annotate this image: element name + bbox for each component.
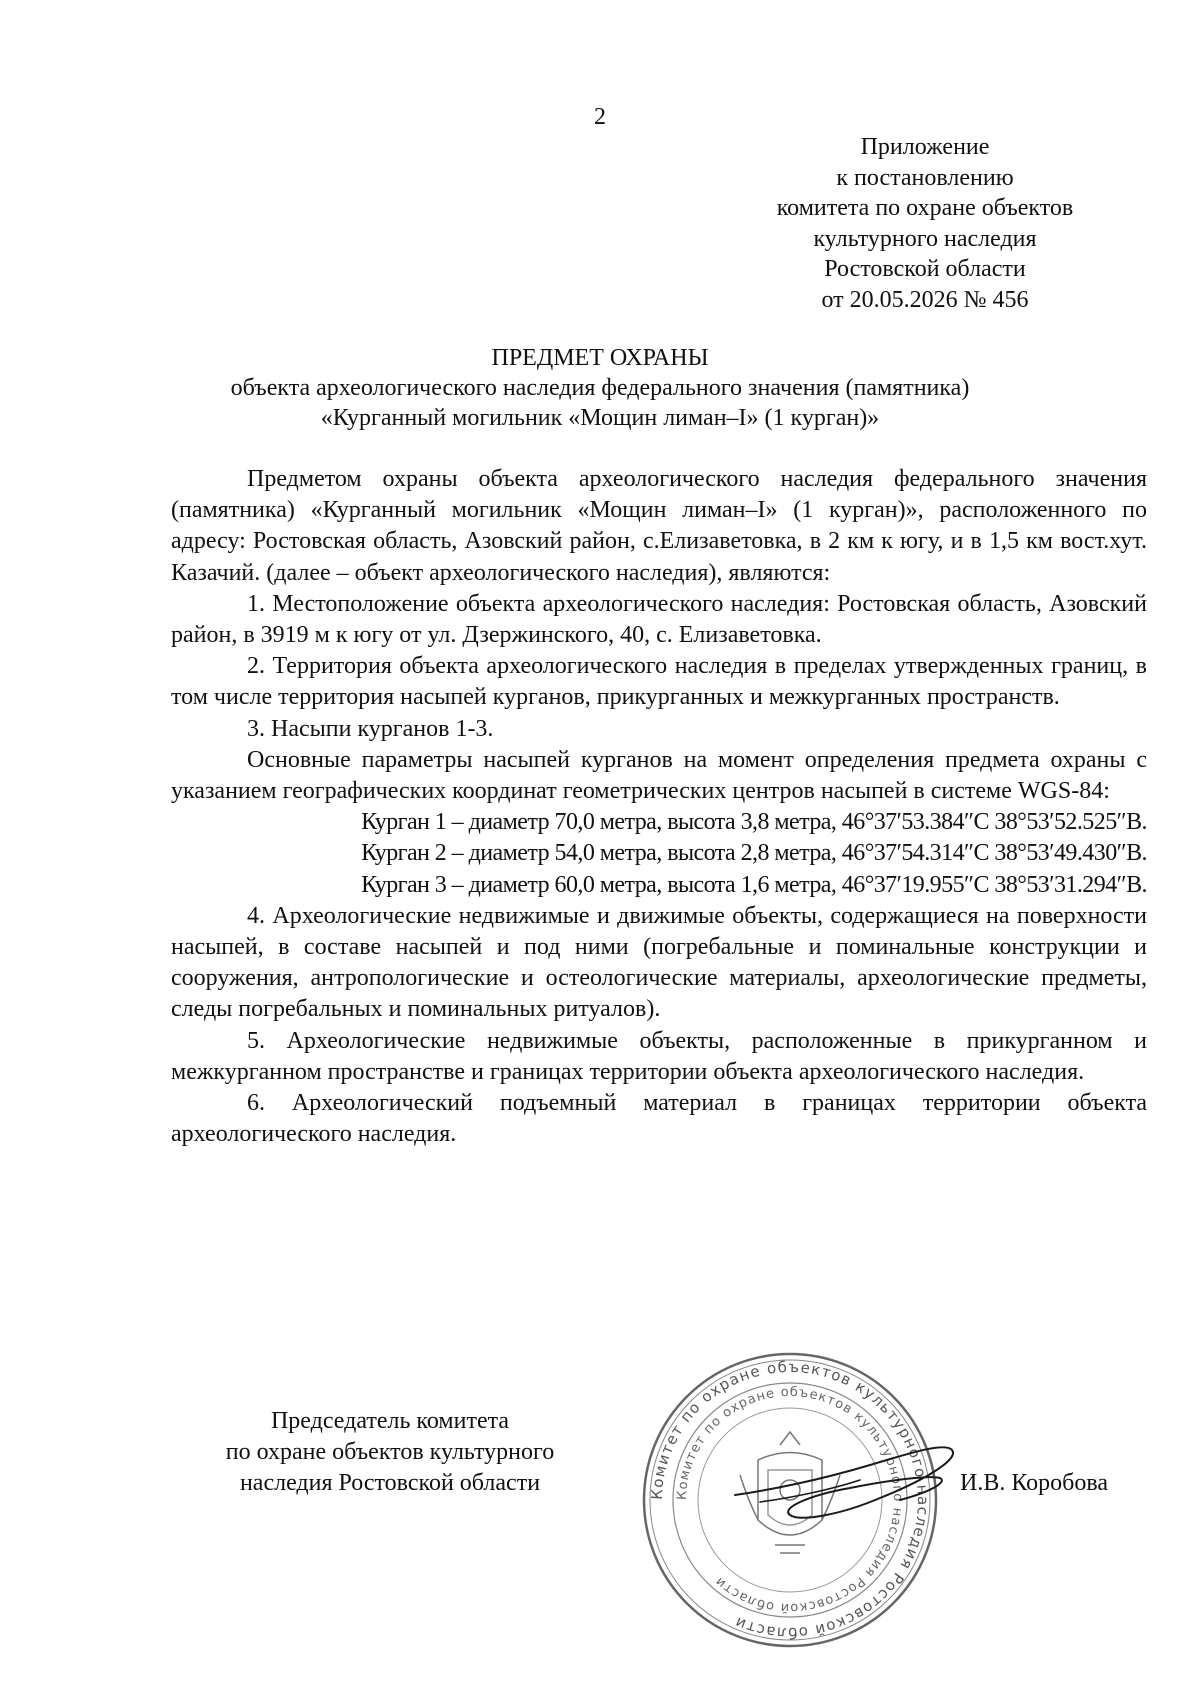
position-line: наследия Ростовской области — [239, 1470, 541, 1496]
item-location: 1. Местоположение объекта археологического наследия: Ростовская область, Азовский район, в 3919 м к югу от ул. Дзержинского, 40, с. Елизаветовка. — [171, 590, 1147, 649]
page-number: 2 — [594, 104, 606, 130]
item-objects: 4. Археологические недвижимые и движимые объекты, содержащиеся на поверхности насыпей, в составе насыпей и под ними (погребальные и поминальные конструкции и сооружения, антропологические и остеологические материалы, археологические предметы, следы погребальных и поминальных ритуалов). — [171, 902, 1147, 1023]
kurgan-row: Курган 3 – диаметр 60,0 метра, высота 1,6 метра, 46°37′19.955″С 38°53′31.294″В. — [361, 871, 1147, 898]
handwritten-signature — [730, 1420, 960, 1540]
appendix-line: от 20.05.2026 № 456 — [821, 286, 1029, 313]
kurgan-row: Курган 1 – диаметр 70,0 метра, высота 3,8 метра, 46°37′53.384″С 38°53′52.525″В. — [361, 809, 1147, 836]
appendix-line: Ростовской области — [824, 256, 1026, 282]
item-immovable: 5. Археологические недвижимые объекты, расположенные в прикурганном и межкурганном пространстве и границах территории объекта археологического наследия. — [171, 1027, 1147, 1085]
intro-paragraph: Предметом охраны объекта археологического наследия федерального значения (памятника) «Курганный могильник «Мощин лиман–I» (1 курган)», расположенного по адресу: Ростовская область, Азовский район, с.Елизаветовка, в 2 км к югу, и в 1,5 км вост.хут. Казачий. (далее – объект археологического наследия), являются: — [171, 466, 1147, 586]
appendix-line: культурного наследия — [813, 225, 1037, 252]
signer-position — [175, 1406, 605, 1499]
stamp-outer-text: Комитет по охране объектов культурного наследия Ростовской области — [647, 1357, 933, 1643]
appendix-line: к постановлению — [836, 164, 1014, 191]
position-line: по охране объектов культурного — [225, 1439, 555, 1465]
title-heading: ПРЕДМЕТ ОХРАНЫ — [491, 345, 709, 371]
appendix-block — [730, 132, 1120, 315]
document-body — [171, 464, 1147, 1150]
kurgan-row: Курган 2 – диаметр 54,0 метра, высота 2,8 метра, 46°37′54.314″С 38°53′49.430″В. — [361, 840, 1147, 867]
title-subline: объекта археологического наследия федерального значения (памятника) — [230, 375, 970, 401]
stamp-inner-text: Комитет по охране объектов культурного наследия Ростовской области — [674, 1384, 906, 1616]
item-surface-material: 6. Археологический подъемный материал в границах территории объекта археологического наследия. — [171, 1090, 1147, 1148]
item-territory: 2. Территория объекта археологического наследия в пределах утвержденных границ, в том числе территория насыпей курганов, прикурганных и межкурганных пространств. — [171, 653, 1147, 711]
title-object-name: «Курганный могильник «Мощин лиман–I» (1 курган)» — [320, 405, 880, 431]
appendix-line: Приложение — [860, 134, 990, 160]
signer-name: И.В. Коробова — [960, 1470, 1109, 1496]
document-title — [100, 343, 1100, 433]
item-mounds: 3. Насыпи курганов 1-3. — [247, 715, 494, 742]
appendix-line: комитета по охране объектов — [776, 195, 1074, 221]
params-paragraph: Основные параметры насыпей курганов на момент определения предмета охраны с указанием географических координат геометрических центров насыпей в системе WGS-84: — [171, 746, 1147, 805]
position-line: Председатель комитета — [270, 1408, 510, 1434]
